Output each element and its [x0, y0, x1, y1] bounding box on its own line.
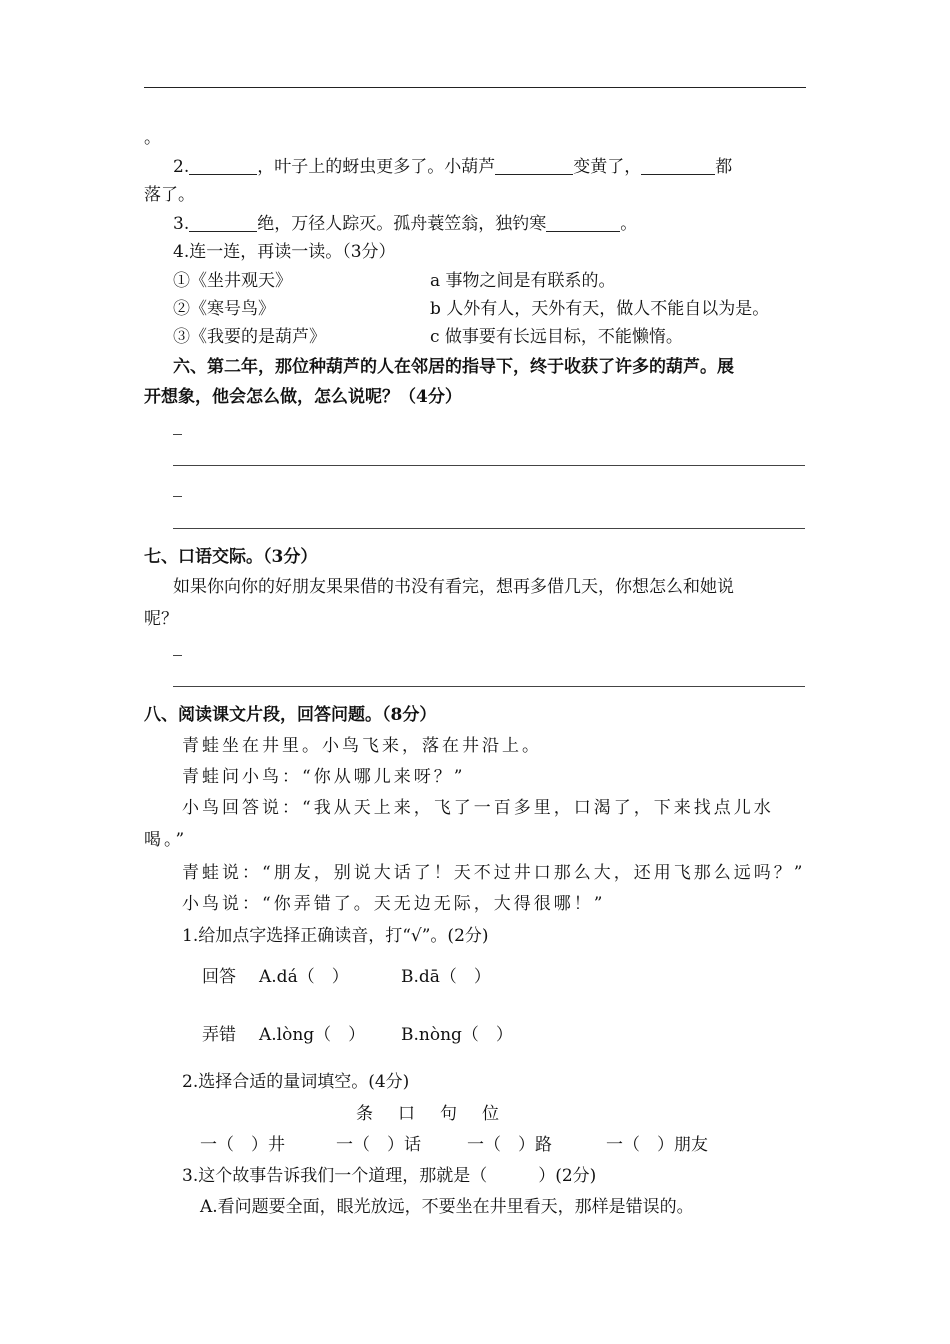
- s8-q2-title: 2.选择合适的量词填空。(4分): [182, 1072, 410, 1092]
- q5-item2-num: 2.: [173, 157, 190, 177]
- writing-line[interactable]: [173, 528, 805, 529]
- match-left-2[interactable]: ②《寒号鸟》: [173, 299, 275, 319]
- q5-item2-line1: [173, 156, 732, 178]
- s6-title-line1: 六、第二年，那位种葫芦的人在邻居的指导下，终于收获了许多的葫芦。展: [173, 357, 734, 377]
- passage-line: 喝。”: [144, 830, 188, 850]
- s8-q3-title: 3.这个故事告诉我们一个道理，那就是（ ）(2分): [182, 1166, 597, 1186]
- pinyin-option-a[interactable]: A.lòng（ ）: [259, 1025, 366, 1045]
- measure-fill-1[interactable]: 一（ ）井: [200, 1135, 285, 1155]
- pinyin-word: 回答: [202, 967, 236, 987]
- pinyin-option-b[interactable]: B.nòng（ ）: [401, 1025, 513, 1045]
- passage-line: 青蛙说：“朋友，别说大话了！天不过井口那么大，还用飞那么远吗？”: [182, 863, 806, 883]
- writing-dash: [173, 434, 182, 435]
- pinyin-option-a[interactable]: A.dá（ ）: [259, 967, 349, 987]
- measure-word-bank: 条 口 句 位: [356, 1104, 503, 1124]
- q5-item2-text: 都: [715, 157, 733, 177]
- q5-item2-text: ，叶子上的蚜虫更多了。小葫芦: [257, 157, 496, 177]
- match-right-c[interactable]: c 做事要有长远目标，不能懒惰。: [430, 327, 683, 347]
- match-left-3[interactable]: ③《我要的是葫芦》: [173, 327, 326, 347]
- q5-item3: [173, 213, 637, 235]
- q5-item3-text: 绝，万径人踪灭。孤舟蓑笠翁，独钓寒: [257, 214, 547, 234]
- measure-fill-2[interactable]: 一（ ）话: [336, 1135, 421, 1155]
- s7-prompt-line2: 呢？: [144, 609, 178, 629]
- match-left-1[interactable]: ①《坐井观天》: [173, 271, 292, 291]
- q5-item3-text: 。: [620, 214, 638, 234]
- writing-dash: [173, 496, 182, 497]
- answer-blank[interactable]: [546, 215, 620, 232]
- header-rule: [144, 87, 806, 88]
- passage-line: 青蛙坐在井里。小鸟飞来，落在井沿上。: [182, 736, 542, 756]
- s7-prompt-line1: 如果你向你的好朋友果果借的书没有看完，想再多借几天，你想怎么和她说: [173, 577, 734, 597]
- stray-period: 。: [144, 128, 161, 148]
- answer-blank[interactable]: [641, 158, 715, 175]
- answer-blank[interactable]: [189, 215, 257, 232]
- match-right-b[interactable]: b 人外有人，天外有天，做人不能自以为是。: [430, 299, 770, 319]
- pinyin-word: 弄错: [202, 1025, 236, 1045]
- q5-item3-num: 3.: [173, 214, 190, 234]
- passage-line: 青蛙问小鸟：“你从哪儿来呀？”: [182, 767, 466, 787]
- pinyin-option-b[interactable]: B.dā（ ）: [401, 967, 491, 987]
- s8-q3-option-a[interactable]: A.看问题要全面，眼光放远，不要坐在井里看天，那样是错误的。: [200, 1197, 694, 1217]
- q5-item2-line2: 落了。: [144, 185, 195, 205]
- answer-blank[interactable]: [495, 158, 573, 175]
- match-right-a[interactable]: a 事物之间是有联系的。: [430, 271, 616, 291]
- q5-item2-text: 变黄了，: [573, 157, 642, 177]
- writing-line[interactable]: [173, 686, 805, 687]
- measure-fill-3[interactable]: 一（ ）路: [467, 1135, 552, 1155]
- measure-fill-4[interactable]: 一（ ）朋友: [606, 1135, 708, 1155]
- answer-blank[interactable]: [189, 158, 257, 175]
- s8-q1-title: 1.给加点字选择正确读音，打“√”。(2分): [182, 926, 489, 946]
- s7-title: 七、口语交际。（3分）: [144, 547, 318, 567]
- s6-title-line2: 开想象，他会怎么做，怎么说呢？（4分）: [144, 387, 462, 407]
- passage-line: 小鸟说：“你弄错了。天无边无际，大得很哪！”: [182, 894, 606, 914]
- writing-line[interactable]: [173, 465, 805, 466]
- q5-item4-title: 4.连一连，再读一读。（3分）: [173, 242, 396, 262]
- writing-dash: [173, 655, 182, 656]
- passage-line: 小鸟回答说：“我从天上来，飞了一百多里，口渴了，下来找点儿水: [182, 798, 774, 818]
- s8-title: 八、阅读课文片段，回答问题。（8分）: [144, 705, 437, 725]
